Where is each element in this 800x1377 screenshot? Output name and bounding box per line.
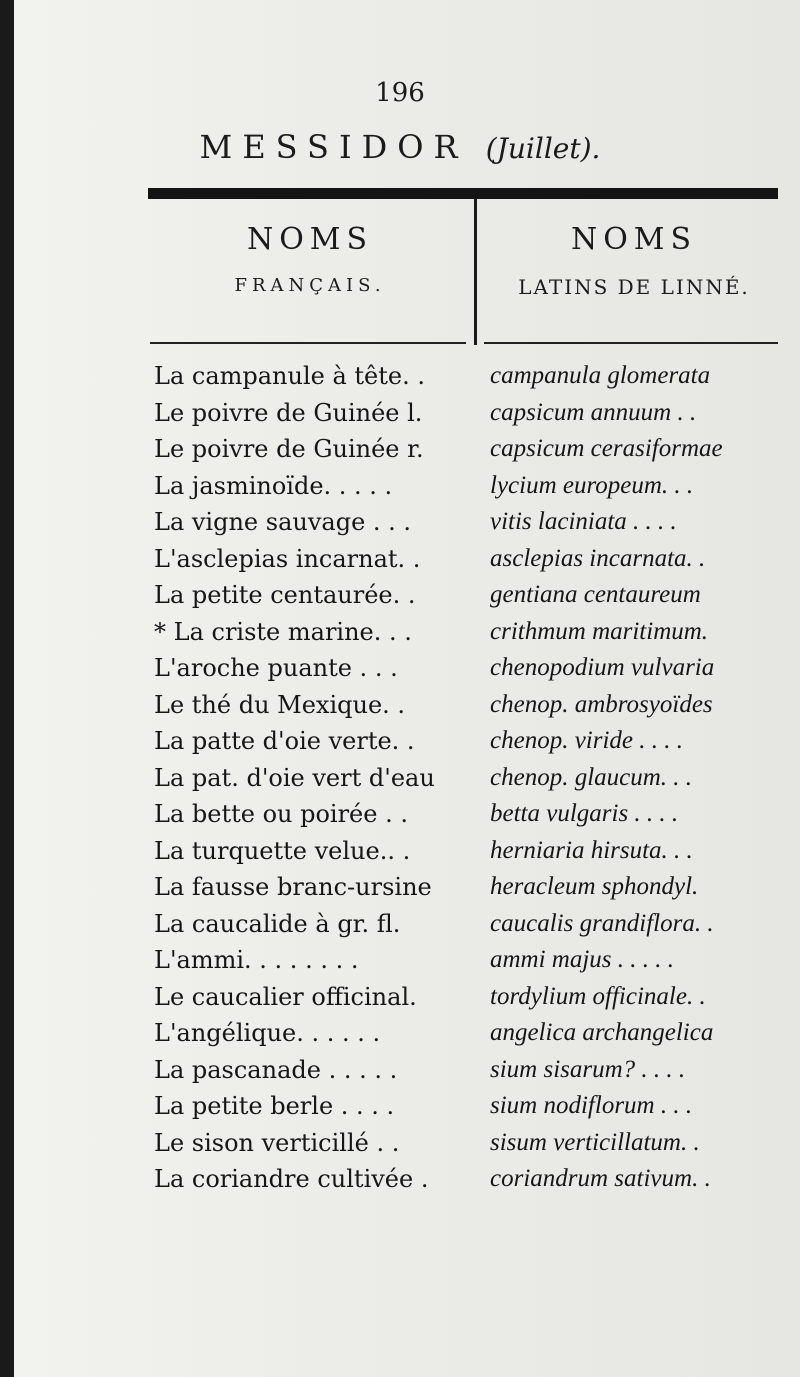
table-row	[0, 1129, 800, 1166]
column-divider	[474, 199, 477, 345]
table-row	[0, 472, 800, 509]
latin-name: gentiana centaureum	[490, 581, 701, 608]
french-name: L'angélique. . . . . .	[154, 1019, 381, 1047]
latin-name: capsicum annuum . .	[490, 398, 697, 426]
latin-column-heading	[484, 222, 784, 299]
table-row	[0, 1165, 800, 1202]
french-name: La campanule à tête. .	[154, 362, 425, 390]
latin-name: capsicum cerasiformae	[490, 435, 723, 462]
table-row	[0, 764, 800, 801]
table-row	[0, 618, 800, 655]
latin-name: tordylium officinale. .	[490, 982, 706, 1010]
plant-table	[0, 362, 800, 1202]
latin-name: sisum verticillatum. .	[490, 1128, 700, 1156]
latin-subheading: LATINS DE LINNÉ.	[518, 275, 750, 299]
table-row	[0, 727, 800, 764]
table-row	[0, 508, 800, 545]
french-subheading: FRANÇAIS.	[234, 275, 386, 296]
table-row	[0, 837, 800, 874]
french-name: La fausse branc-ursine	[154, 873, 432, 901]
table-row	[0, 435, 800, 472]
latin-name: sium sisarum? . . . .	[490, 1055, 686, 1083]
french-name: Le sison verticillé . .	[154, 1128, 400, 1157]
table-row	[0, 873, 800, 910]
french-name: La coriandre cultivée .	[154, 1165, 429, 1193]
table-row	[0, 946, 800, 983]
latin-name: herniaria hirsuta. . .	[490, 836, 693, 864]
latin-name: sium nodiflorum . . .	[490, 1092, 693, 1119]
latin-name: asclepias incarnata. .	[490, 544, 706, 572]
table-row	[0, 1056, 800, 1093]
latin-name: angelica archangelica	[490, 1019, 714, 1046]
header-title: MESSIDOR	[199, 128, 468, 166]
latin-name: coriandrum sativum. .	[490, 1165, 711, 1192]
latin-name: ammi majus . . . . .	[490, 946, 675, 973]
table-row	[0, 654, 800, 691]
table-row	[0, 545, 800, 582]
table-row	[0, 1019, 800, 1056]
latin-name: vitis laciniata . . . .	[490, 508, 677, 535]
table-row	[0, 983, 800, 1020]
french-name: La petite centaurée. .	[154, 581, 416, 609]
french-name: La jasminoïde. . . . .	[154, 471, 393, 500]
table-row	[0, 399, 800, 436]
french-name: La pat. d'oie vert d'eau	[154, 763, 435, 792]
latin-name: betta vulgaris . . . .	[490, 800, 679, 827]
french-name: Le thé du Mexique. .	[154, 690, 406, 719]
french-name: L'ammi. . . . . . . .	[154, 946, 359, 974]
table-row	[0, 800, 800, 837]
french-name: L'aroche puante . . .	[154, 654, 398, 682]
french-name: La pascanade . . . . .	[154, 1055, 398, 1084]
page-number: 196	[375, 78, 425, 108]
table-row	[0, 362, 800, 399]
french-heading: NOMS	[246, 222, 374, 257]
french-name: L'asclepias incarnat. .	[154, 544, 421, 573]
latin-name: caucalis grandiflora. .	[490, 909, 714, 937]
french-name: La turquette velue.. .	[154, 836, 411, 865]
page-header	[0, 128, 800, 166]
latin-name: lycium europeum. . .	[490, 471, 694, 499]
french-name: La patte d'oie verte. .	[154, 727, 415, 755]
french-name: Le poivre de Guinée r.	[154, 435, 424, 463]
table-row	[0, 1092, 800, 1129]
latin-name: chenopodium vulvaria	[490, 654, 715, 681]
table-row	[0, 691, 800, 728]
latin-name: crithmum maritimum.	[490, 617, 709, 645]
header-month: (Juillet).	[485, 132, 601, 165]
rule-right	[484, 342, 778, 344]
french-name: La petite berle . . . .	[154, 1092, 395, 1120]
latin-name: chenop. glaucum. . .	[490, 763, 693, 791]
french-name: La vigne sauvage . . .	[154, 508, 412, 536]
latin-heading: NOMS	[570, 222, 698, 257]
french-name: La caucalide à gr. fl.	[154, 909, 401, 938]
french-name: * La criste marine. . .	[154, 617, 412, 646]
latin-name: chenop. viride . . . .	[490, 727, 684, 754]
latin-name: chenop. ambrosyoïdes	[490, 690, 713, 718]
french-name: La bette ou poirée . .	[154, 800, 408, 828]
thick-rule	[148, 188, 778, 199]
french-name: Le caucalier officinal.	[154, 982, 417, 1011]
latin-name: campanula glomerata	[490, 362, 711, 389]
latin-name: heracleum sphondyl.	[490, 873, 699, 900]
table-row	[0, 581, 800, 618]
french-column-heading	[150, 222, 470, 296]
french-name: Le poivre de Guinée l.	[154, 398, 423, 427]
rule-left	[150, 342, 466, 344]
table-row	[0, 910, 800, 947]
